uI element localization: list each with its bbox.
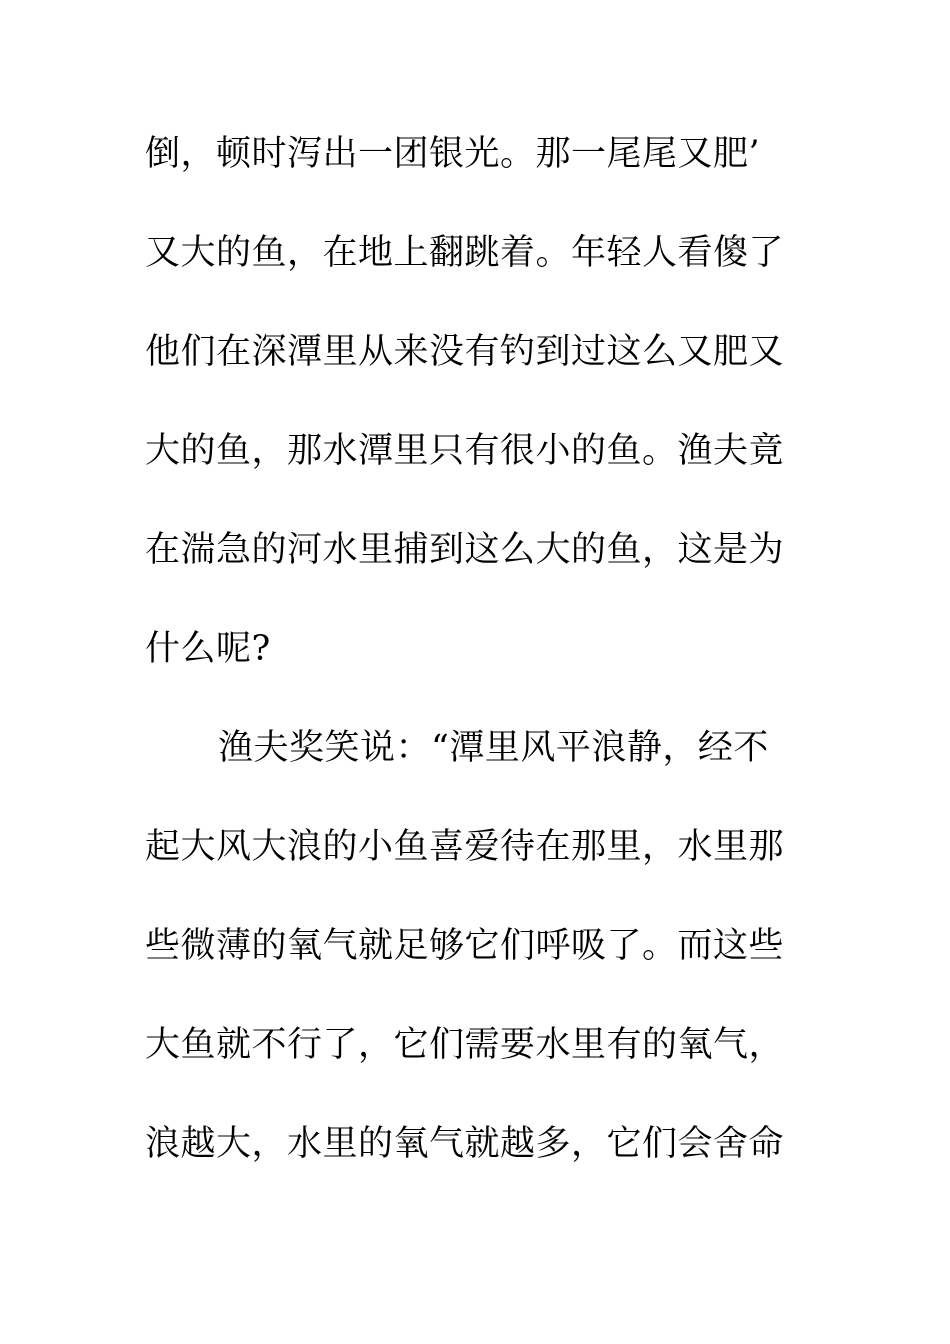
text-line-2: 又大的鱼，在地上翻跳着。年轻人看傻了 [145,233,785,273]
text-line-10: 大鱼就不行了，它们需要水里有的氧气， [145,1025,785,1065]
text-line-11: 浪越大，水里的氧气就越多，它们会舍命 [145,1124,785,1164]
text-line-9: 些微薄的氧气就足够它们呼吸了。而这些 [145,926,785,966]
text-line-4: 大的鱼，那水潭里只有很小的鱼。渔夫竟 [145,431,785,471]
text-line-6: 什么呢? [145,629,271,669]
text-line-1: 倒，顿时泻出一团银光。那一尾尾又肥’ [145,134,761,174]
text-line-8: 起大风大浪的小鱼喜爱待在那里，水里那 [145,827,785,867]
text-line-7: 渔夫奖笑说：“潭里风平浪静，经不 [218,728,769,768]
text-line-5: 在湍急的河水里捕到这么大的鱼，这是为 [145,530,785,570]
text-line-3: 他们在深潭里从来没有钓到过这么又肥又 [145,332,785,372]
